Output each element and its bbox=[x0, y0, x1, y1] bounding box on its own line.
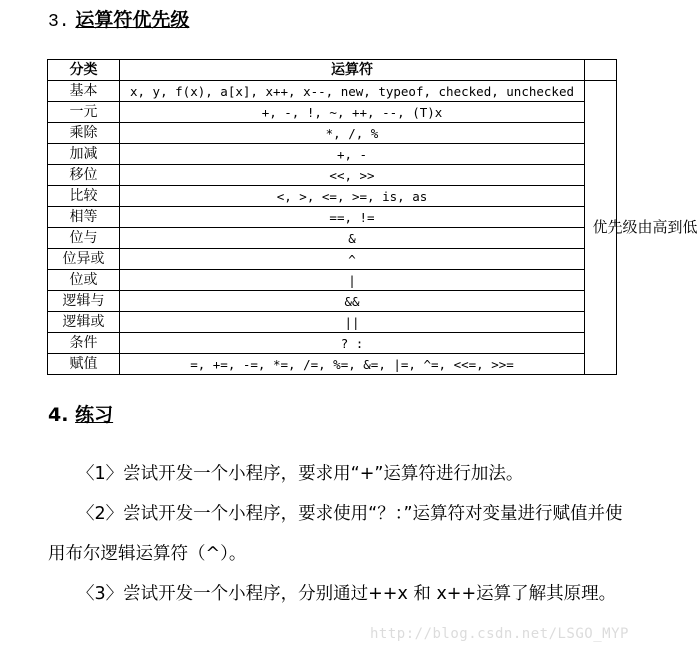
blog-watermark: http://blog.csdn.net/LSGO_MYP bbox=[370, 626, 629, 642]
row-operators: & bbox=[120, 228, 585, 249]
table-row bbox=[48, 102, 617, 123]
exercise-1: 〈1〉尝试开发一个小程序，要求用“+”运算符进行加法。 bbox=[77, 464, 524, 484]
table-row bbox=[48, 312, 617, 333]
row-category: 基本 bbox=[48, 81, 120, 102]
table-row bbox=[48, 186, 617, 207]
row-operators: ^ bbox=[120, 249, 585, 270]
row-operators: x, y, f(x), a[x], x++, x--, new, typeof, checked, unchecked bbox=[120, 81, 585, 102]
operator-precedence-table bbox=[47, 59, 698, 375]
row-category: 赋值 bbox=[48, 354, 120, 375]
table-row bbox=[48, 207, 617, 228]
row-operators: +, -, !, ~, ++, --, (T)x bbox=[120, 102, 585, 123]
header-operators: 运算符 bbox=[120, 60, 585, 81]
section-3-title: 运算符优先级 bbox=[75, 9, 190, 31]
table-row bbox=[48, 270, 617, 291]
row-category: 乘除 bbox=[48, 123, 120, 144]
table-row bbox=[48, 249, 617, 270]
row-category: 条件 bbox=[48, 333, 120, 354]
row-operators: =, +=, -=, *=, /=, %=, &=, |=, ^=, <<=, >>= bbox=[120, 354, 585, 375]
table-row bbox=[48, 291, 617, 312]
row-operators: || bbox=[120, 312, 585, 333]
header-category: 分类 bbox=[48, 60, 120, 81]
table-row bbox=[48, 333, 617, 354]
row-category: 位与 bbox=[48, 228, 120, 249]
row-operators: <, >, <=, >=, is, as bbox=[120, 186, 585, 207]
section-3-heading bbox=[48, 8, 189, 34]
row-category: 相等 bbox=[48, 207, 120, 228]
row-category: 加减 bbox=[48, 144, 120, 165]
exercise-2: 〈2〉尝试开发一个小程序，要求使用“？：”运算符对变量进行赋值并使用布尔逻辑运算符（^）。 bbox=[48, 504, 623, 564]
row-operators: <<, >> bbox=[120, 165, 585, 186]
precedence-note bbox=[585, 81, 698, 375]
section-4-title: 练习 bbox=[75, 404, 114, 426]
exercise-3: 〈3〉尝试开发一个小程序，分别通过++x 和 x++运算了解其原理。 bbox=[77, 584, 617, 604]
row-operators: *, /, % bbox=[120, 123, 585, 144]
row-category: 移位 bbox=[48, 165, 120, 186]
precedence-note-text: 优先级由高到低 bbox=[592, 218, 698, 236]
section-4-heading bbox=[48, 402, 113, 428]
row-operators: && bbox=[120, 291, 585, 312]
row-category: 逻辑或 bbox=[48, 312, 120, 333]
row-category: 比较 bbox=[48, 186, 120, 207]
table-row bbox=[48, 354, 617, 375]
header-extra bbox=[585, 60, 617, 81]
row-category: 一元 bbox=[48, 102, 120, 123]
row-operators: +, - bbox=[120, 144, 585, 165]
section-3-number: 3. bbox=[48, 12, 70, 32]
section-4-number: 4. bbox=[48, 404, 69, 426]
table-header-row bbox=[48, 60, 617, 81]
table-row bbox=[48, 123, 617, 144]
row-category: 位异或 bbox=[48, 249, 120, 270]
row-category: 位或 bbox=[48, 270, 120, 291]
row-operators: ? : bbox=[120, 333, 585, 354]
table-row bbox=[48, 144, 617, 165]
row-operators: ==, != bbox=[120, 207, 585, 228]
table-row bbox=[48, 165, 617, 186]
table-row bbox=[48, 81, 617, 102]
row-operators: | bbox=[120, 270, 585, 291]
row-category: 逻辑与 bbox=[48, 291, 120, 312]
table-row bbox=[48, 228, 617, 249]
